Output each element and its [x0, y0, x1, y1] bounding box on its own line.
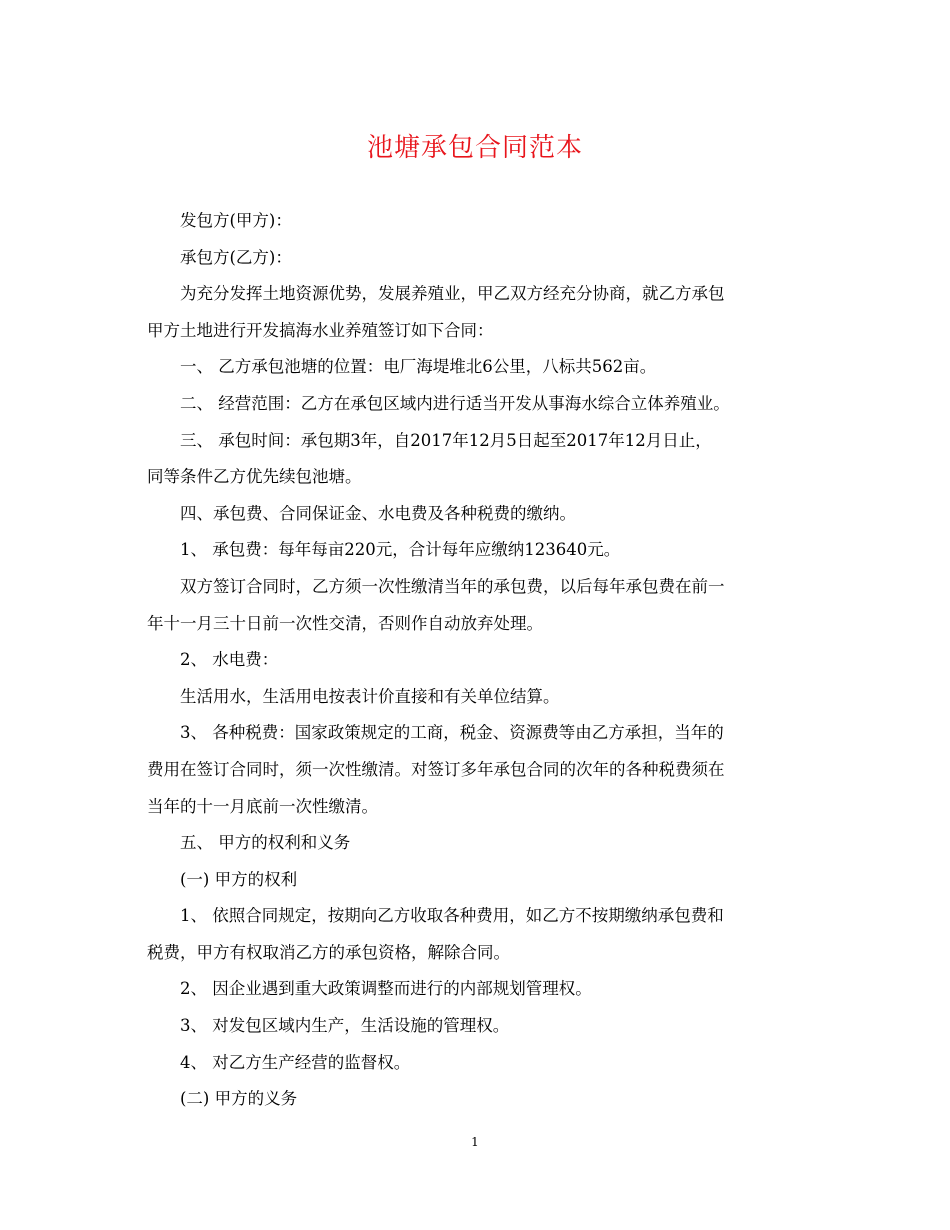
paragraph-line: 2、 因企业遇到重大政策调整而进行的内部规划管理权。 [180, 979, 592, 999]
paragraph-line: 三、 承包时间：承包期3年，自2017年12月5日起至2017年12月日止， [180, 430, 712, 450]
paragraph-line: 年十一月三十日前一次性交清，否则作自动放弃处理。 [147, 613, 543, 633]
paragraph-line: 一、 乙方承包池塘的位置：电厂海堤堆北6公里，八标共562亩。 [180, 357, 657, 377]
paragraph-line: 3、 对发包区域内生产，生活设施的管理权。 [180, 1016, 510, 1036]
paragraph-line: 五、 甲方的权利和义务 [180, 833, 351, 853]
paragraph-line: 甲方土地进行开发搞海水业养殖签订如下合同： [147, 320, 494, 340]
paragraph-line: 二、 经营范围：乙方在承包区域内进行适当开发从事海水综合立体养殖业。 [180, 393, 730, 413]
paragraph-line: 2、 水电费： [180, 650, 279, 670]
paragraph-line: 双方签订合同时，乙方须一次性缴清当年的承包费，以后每年承包费在前一 [180, 576, 725, 596]
paragraph-line: (二) 甲方的义务 [180, 1089, 298, 1109]
paragraph-line: 4、 对乙方生产经营的监督权。 [180, 1052, 411, 1072]
paragraph-line: 3、 各种税费：国家政策规定的工商，税金、资源费等由乙方承担，当年的 [180, 723, 724, 743]
paragraph-line: 1、 依照合同规定，按期向乙方收取各种费用，如乙方不按期缴纳承包费和 [180, 906, 724, 926]
page-number: 1 [471, 1135, 479, 1149]
paragraph-line: (一) 甲方的权利 [180, 869, 298, 889]
document-body [147, 203, 803, 1118]
paragraph-line: 承包方(乙方)： [180, 247, 292, 267]
paragraph-line: 为充分发挥土地资源优势，发展养殖业，甲乙双方经充分协商，就乙方承包 [180, 284, 725, 304]
paragraph-line: 1、 承包费：每年每亩220元，合计每年应缴纳123640元。 [180, 540, 621, 560]
paragraph-line: 税费，甲方有权取消乙方的承包资格，解除合同。 [147, 942, 510, 962]
paragraph-line: 当年的十一月底前一次性缴清。 [147, 796, 378, 816]
paragraph-line: 同等条件乙方优先续包池塘。 [147, 467, 362, 487]
paragraph-line: 生活用水，生活用电按表计价直接和有关单位结算。 [180, 686, 560, 706]
paragraph-line: 发包方(甲方)： [180, 211, 292, 230]
paragraph-line: 四、承包费、合同保证金、水电费及各种税费的缴纳。 [180, 503, 576, 523]
paragraph-line: 费用在签订合同时，须一次性缴清。对签订多年承包合同的次年的各种税费须在 [147, 759, 725, 779]
document-title: 池塘承包合同范本 [366, 133, 583, 163]
